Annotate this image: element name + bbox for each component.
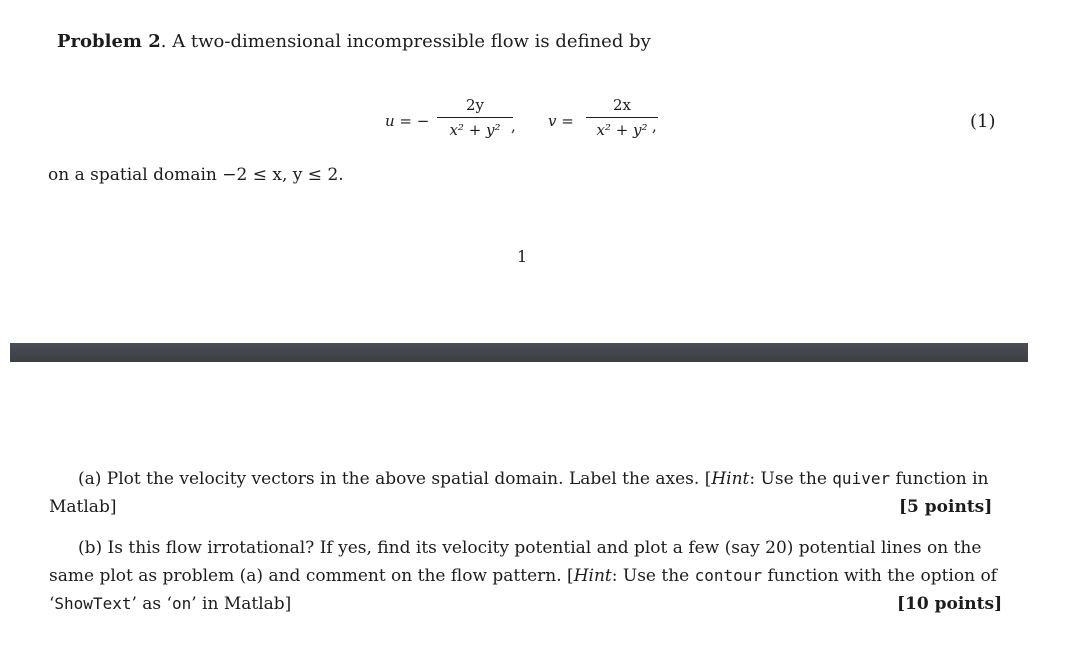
part-b-line-3	[49, 590, 291, 618]
part-b-hint-label: Hint	[573, 566, 612, 586]
part-b-line-2	[49, 562, 997, 590]
part-a-text-suffix: function in	[890, 469, 989, 489]
part-a-hint-label: Hint	[711, 469, 750, 489]
problem-heading	[57, 31, 651, 52]
equation-v-denominator: x² + y²	[596, 121, 648, 139]
equation-u-fraction	[437, 96, 513, 139]
part-b-code-showtext: ShowText	[54, 594, 132, 613]
domain-statement: on a spatial domain −2 ≤ x, y ≤ 2.	[48, 165, 344, 185]
equation-v-label: v =	[548, 112, 574, 130]
equation-number: (1)	[970, 111, 996, 132]
part-b-quote-close: ’ in Matlab]	[191, 594, 292, 614]
page-separator	[10, 343, 1028, 362]
part-b-text-mid: : Use the	[611, 566, 695, 586]
part-b-code-contour: contour	[694, 566, 763, 585]
problem-intro: . A two-dimensional incompressible flow is defined by	[160, 31, 651, 52]
part-b-quote-open: ‘	[49, 594, 55, 614]
equation-u-numerator: 2y	[465, 96, 485, 114]
equation-u-fraction-bar	[437, 117, 513, 118]
equation-u-label: u = −	[385, 112, 430, 130]
equation-u-denominator: x² + y²	[449, 121, 501, 139]
part-b-text-suffix: function with the option of	[762, 566, 997, 586]
page-number: 1	[517, 247, 528, 266]
part-a-points: [5 points]	[899, 497, 993, 517]
equation-v-fraction	[586, 96, 658, 139]
problem-label: Problem 2	[57, 31, 161, 52]
part-a-line-2: Matlab]	[49, 497, 117, 517]
equation-v-fraction-bar	[586, 117, 658, 118]
equation-u-comma: ,	[511, 117, 516, 135]
part-b-points: [10 points]	[897, 594, 1003, 614]
part-b-quote-mid: ’ as ‘	[131, 594, 172, 614]
part-a-text: (a) Plot the velocity vectors in the above spatial domain. Label the axes. [	[78, 469, 712, 489]
part-a-code-quiver: quiver	[832, 469, 891, 488]
part-b-text: same plot as problem (a) and comment on the flow pattern. [	[49, 566, 574, 586]
part-a-line-1	[78, 465, 988, 493]
equation-v-numerator: 2x	[612, 96, 631, 114]
part-b-line-1: (b) Is this flow irrotational? If yes, find its velocity potential and plot a few (say 20) potential lines on the	[78, 538, 982, 558]
equation-v-comma: ,	[652, 117, 657, 135]
part-a-text-mid: : Use the	[749, 469, 833, 489]
part-b-code-on: on	[171, 594, 192, 613]
